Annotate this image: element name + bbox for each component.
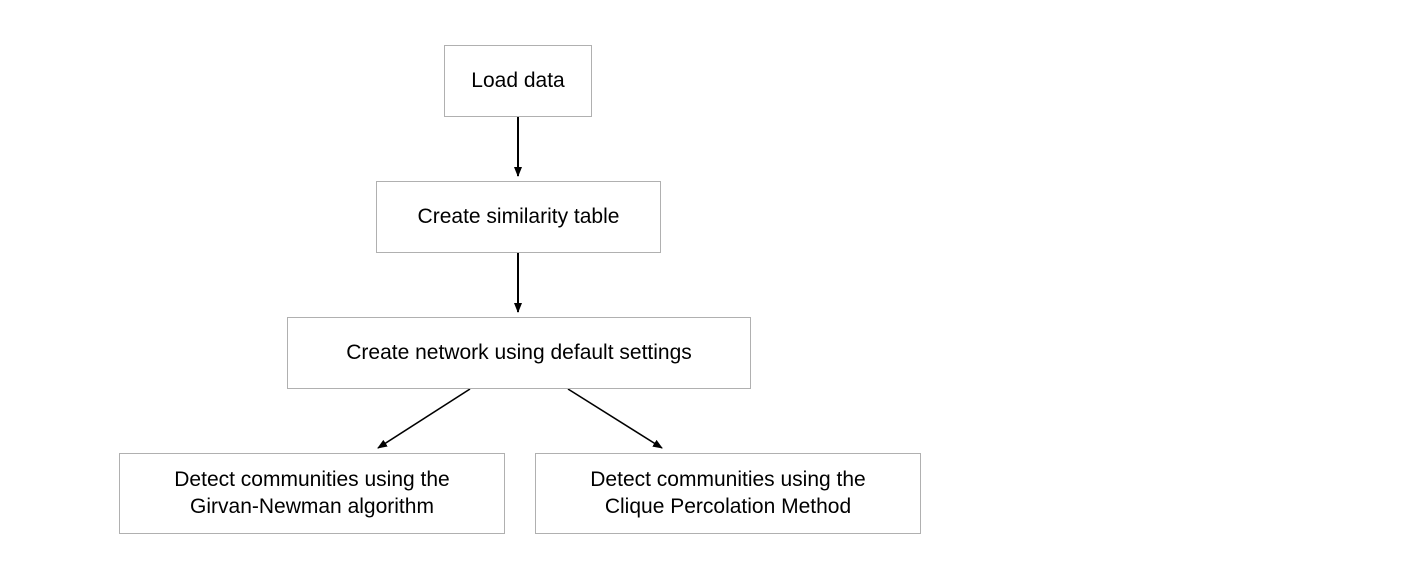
node-load-data[interactable] <box>444 45 592 117</box>
node-clique-percolation-label: Detect communities using the Clique Percolation Method <box>590 468 866 518</box>
node-girvan-newman[interactable] <box>119 453 505 534</box>
node-create-network[interactable] <box>287 317 751 389</box>
edge-network-to-girvan <box>378 389 470 448</box>
node-girvan-newman-label: Detect communities using the Girvan-Newman algorithm <box>174 468 450 518</box>
node-load-data-label: Load data <box>471 68 565 92</box>
edge-network-to-clique <box>568 389 662 448</box>
node-create-network-label: Create network using default settings <box>346 340 692 364</box>
node-create-similarity-table-label: Create similarity table <box>417 204 620 228</box>
node-clique-percolation[interactable] <box>535 453 921 534</box>
node-create-similarity-table[interactable] <box>376 181 661 253</box>
